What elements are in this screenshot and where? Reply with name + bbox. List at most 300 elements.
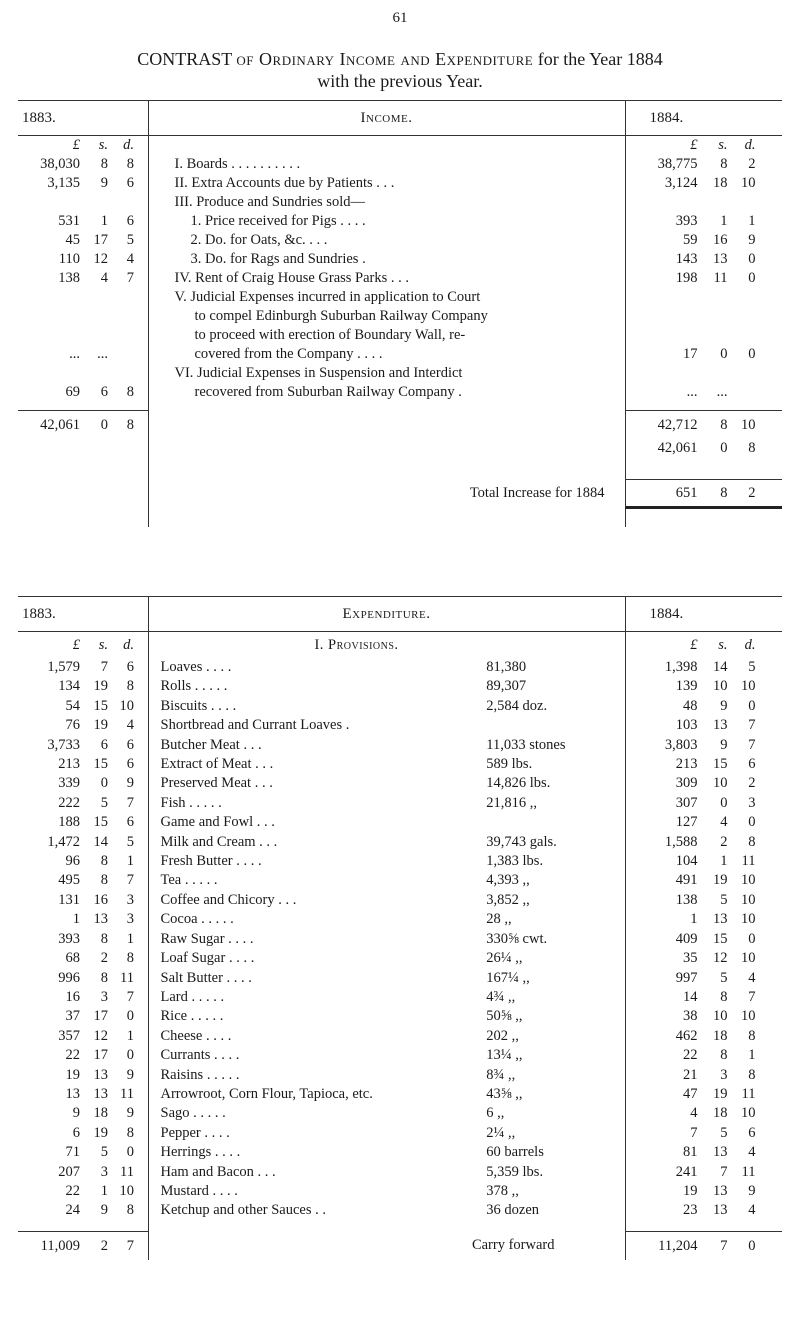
provision-item-name: Shortbread and Currant Loaves . xyxy=(160,717,350,734)
provision-row-24-1883-amount-s: 19 xyxy=(93,1124,108,1141)
income-row-vi-1 xyxy=(18,383,782,402)
provision-row-3-1884-amount-p: 103 xyxy=(675,717,698,734)
provision-row-27 xyxy=(18,1182,782,1201)
provision-item-name: Biscuits . . . . xyxy=(160,697,237,714)
provision-row-3 xyxy=(18,716,782,735)
provision-row-15-1884-amount-d: 10 xyxy=(741,950,756,967)
income-row-v-3-1884-amount xyxy=(626,345,783,364)
provision-row-27-1883-amount-d: 10 xyxy=(119,1182,134,1199)
provision-row-26-1883-amount-d: 11 xyxy=(120,1163,134,1180)
expenditure-heading: Expenditure. xyxy=(148,597,625,632)
provision-row-23 xyxy=(18,1104,782,1123)
provision-item-name: Currants . . . . xyxy=(160,1047,240,1064)
provision-row-24-1884-amount xyxy=(626,1124,783,1143)
provision-row-9-1884-amount-p: 1,588 xyxy=(664,833,698,850)
provision-row-25-1883-amount xyxy=(18,1143,148,1162)
provision-row-19 xyxy=(18,1027,782,1046)
provision-row-13 xyxy=(18,910,782,929)
provision-row-6-1884-amount-p: 309 xyxy=(675,775,698,792)
provision-row-7-1883 xyxy=(18,794,148,813)
income-previous-total-row-1884-amount-d: 8 xyxy=(748,440,756,456)
provision-row-12-1883-amount-s: 16 xyxy=(93,891,108,908)
income-row-0-1884-amount xyxy=(626,155,783,174)
provision-item-name: Rolls . . . . . xyxy=(160,678,228,695)
income-row-2 xyxy=(18,193,782,212)
income-row-5-1884-amount-d: 0 xyxy=(748,251,756,267)
provision-row-25-1884-amount-d: 4 xyxy=(748,1144,756,1161)
income-item-label: 2. Do. for Oats, &c. . . . xyxy=(190,232,328,248)
provision-row-24-1884-amount-d: 6 xyxy=(748,1124,756,1141)
provision-row-3-1883-amount xyxy=(18,716,148,735)
title-word-contrast: CONTRAST xyxy=(137,49,232,69)
provision-row-23-item-cell xyxy=(148,1104,625,1123)
income-row-1-1883-amount xyxy=(18,174,148,193)
income-spacer-1883 xyxy=(18,402,148,411)
provision-row-0 xyxy=(18,658,782,677)
provision-row-24-1884 xyxy=(625,1124,782,1143)
provision-row-27-1884 xyxy=(625,1182,782,1201)
provision-row-0-item-cell xyxy=(148,658,625,677)
income-row-4-1884-amount-p: 59 xyxy=(683,232,698,248)
provision-row-17-1884 xyxy=(625,988,782,1007)
provision-row-27-1883-amount xyxy=(18,1182,148,1201)
income-row-1-1883-amount-p: 3,135 xyxy=(47,175,80,191)
income-row-v-2-1884 xyxy=(625,326,782,345)
provision-row-23-1883-amount-d: 9 xyxy=(126,1105,134,1122)
provision-row-0-1883-amount-d: 6 xyxy=(126,659,134,675)
income-spacer xyxy=(18,402,782,411)
income-row-1-1884 xyxy=(625,174,782,193)
provision-row-8-1883-amount-p: 188 xyxy=(58,814,80,831)
income-row-4-1884-amount-s: 16 xyxy=(713,232,728,248)
income-previous-total-row-1884-amount xyxy=(626,439,783,458)
provision-item-quantity: 2¼ ,, xyxy=(486,1124,516,1141)
provision-row-3-1884-amount xyxy=(626,716,783,735)
provision-item-quantity: 3,852 ,, xyxy=(486,891,530,908)
provision-row-17 xyxy=(18,988,782,1007)
provision-row-9-1883 xyxy=(18,833,148,852)
provision-item-name: Preserved Meat . . . xyxy=(160,775,273,792)
provision-item-name: Mustard . . . . xyxy=(160,1182,238,1199)
income-row-6-1884 xyxy=(625,269,782,288)
income-total-row-1883-amount-p: 42,061 xyxy=(40,417,80,433)
carry-forward-row-1884-amount-s: 7 xyxy=(720,1237,728,1254)
income-row-vi-1-1883 xyxy=(18,383,148,402)
provision-row-8-item-cell xyxy=(148,813,625,832)
provision-row-5-1883-amount-s: 15 xyxy=(93,756,108,773)
provision-row-20-1883-amount-p: 22 xyxy=(65,1047,80,1064)
provision-row-18-item-cell xyxy=(148,1007,625,1026)
income-row-vi-1-1883-amount-s: 6 xyxy=(100,384,108,400)
provision-row-10-1883-amount xyxy=(18,852,148,871)
provision-row-14-item-cell xyxy=(148,930,625,949)
income-increase-row xyxy=(18,480,782,508)
provision-row-22-1883-amount-d: 11 xyxy=(120,1085,134,1102)
provision-item xyxy=(149,677,625,696)
provision-row-22-1883-amount-p: 13 xyxy=(65,1085,80,1102)
provision-row-20-1884-amount xyxy=(626,1046,783,1065)
income-row-6-1884-amount-s: 11 xyxy=(713,270,728,286)
income-row-vi-0-desc-cell xyxy=(148,364,625,383)
provision-row-9-1883-amount-s: 14 xyxy=(93,833,108,850)
provision-item-quantity: 13¼ ,, xyxy=(486,1047,523,1064)
income-currency-row-desc-cell xyxy=(148,136,625,156)
expenditure-currency-row-1884-amount-p: £ xyxy=(690,637,698,653)
income-row-6-1883-amount-p: 138 xyxy=(58,270,80,286)
provision-row-12-1883-amount-p: 131 xyxy=(58,891,80,908)
provision-row-5-1884 xyxy=(625,755,782,774)
income-item-label: 1. Price received for Pigs . . . . xyxy=(190,213,366,229)
income-row-0-1884 xyxy=(625,155,782,174)
provision-row-5-1883 xyxy=(18,755,148,774)
provision-row-7-item-cell xyxy=(148,794,625,813)
provision-item-name: Ketchup and other Sauces . . xyxy=(160,1202,326,1219)
income-row-3-1883-amount-s: 1 xyxy=(100,213,108,229)
provision-row-12-1884 xyxy=(625,891,782,910)
expenditure-currency-row-1883 xyxy=(18,632,148,659)
provision-item xyxy=(149,1163,625,1182)
income-row-vi-0 xyxy=(18,364,782,383)
income-total-row-1883-amount xyxy=(18,411,148,439)
provision-item-quantity: 89,307 xyxy=(486,678,527,695)
provision-item-name: Herrings . . . . xyxy=(160,1144,241,1161)
income-row-v-3-1883-amount xyxy=(18,345,148,364)
provision-item-name: Cheese . . . . xyxy=(160,1027,232,1044)
provision-row-3-1883 xyxy=(18,716,148,735)
income-item-label: III. Produce and Sundries sold— xyxy=(174,194,365,210)
provision-row-20-1884-amount-d: 1 xyxy=(748,1047,756,1064)
provision-row-18-1883 xyxy=(18,1007,148,1026)
provision-item-name: Milk and Cream . . . xyxy=(160,833,278,850)
provision-row-11 xyxy=(18,871,782,890)
income-row-5-1884-amount xyxy=(626,250,783,269)
provision-row-15-1884-amount-p: 35 xyxy=(683,950,698,967)
provision-item-quantity: 4,393 ,, xyxy=(486,872,530,889)
provision-item-quantity: 21,816 ,, xyxy=(486,794,538,811)
provision-row-4-1883-amount-p: 3,733 xyxy=(47,736,80,753)
income-row-5-1883-amount-d: 4 xyxy=(126,251,134,267)
provision-row-22-1883 xyxy=(18,1085,148,1104)
income-item-v-line: to compel Edinburgh Suburban Railway Company xyxy=(194,308,488,324)
carry-forward-row xyxy=(18,1231,782,1260)
provision-row-26-1883-amount xyxy=(18,1163,148,1182)
provision-row-0-1884-amount-s: 14 xyxy=(713,659,728,675)
income-row-1-1884-amount-d: 10 xyxy=(741,175,756,191)
income-row-v-3 xyxy=(18,345,782,364)
provision-row-1-1884-amount-s: 10 xyxy=(713,678,728,695)
provision-row-25-1884-amount-s: 13 xyxy=(713,1144,728,1161)
provision-row-27-item-cell xyxy=(148,1182,625,1201)
income-row-3-1883-amount xyxy=(18,212,148,231)
income-spacer-2 xyxy=(18,461,782,480)
provision-row-23-1884-amount-p: 4 xyxy=(690,1105,698,1122)
provision-row-6-item-cell xyxy=(148,774,625,793)
provision-row-5-item-cell xyxy=(148,755,625,774)
provision-row-7-1883-amount-p: 222 xyxy=(58,794,80,811)
provision-item-name: Tea . . . . . xyxy=(160,872,218,889)
provision-row-20 xyxy=(18,1046,782,1065)
provision-row-26-1884-amount-s: 7 xyxy=(720,1163,728,1180)
provision-row-22-1884 xyxy=(625,1085,782,1104)
provision-row-10-1884 xyxy=(625,852,782,871)
provision-item xyxy=(149,774,625,793)
provision-row-2-1884-amount-p: 48 xyxy=(683,697,698,714)
provision-row-22-1883-amount-s: 13 xyxy=(93,1085,108,1102)
provision-row-0-1884 xyxy=(625,658,782,677)
income-increase-row-desc-cell xyxy=(148,480,625,508)
provision-row-18-1884-amount-d: 10 xyxy=(741,1008,756,1025)
total-increase-label: Total Increase for 1884 xyxy=(469,484,605,501)
provision-row-0-1883 xyxy=(18,658,148,677)
income-row-v-1 xyxy=(18,307,782,326)
income-row-vi-1-1883-amount-d: 8 xyxy=(126,384,134,400)
income-row-4-1883-amount-s: 17 xyxy=(93,232,108,248)
provision-row-0-1883-amount-p: 1,579 xyxy=(47,659,80,675)
income-row-5-1883-amount xyxy=(18,250,148,269)
provision-row-28-item-cell xyxy=(148,1201,625,1220)
provision-item-quantity: 4¾ ,, xyxy=(486,988,516,1005)
provision-row-28-1884-amount-s: 13 xyxy=(713,1202,728,1219)
provision-row-6 xyxy=(18,774,782,793)
provision-item-quantity: 5,359 lbs. xyxy=(486,1163,544,1180)
provision-row-10-1884-amount-s: 1 xyxy=(720,853,728,870)
provision-row-10-1883-amount-p: 96 xyxy=(65,853,80,870)
provision-row-10 xyxy=(18,852,782,871)
expenditure-table xyxy=(18,596,782,1260)
provision-row-25-1883-amount-p: 71 xyxy=(65,1144,80,1161)
provision-row-15-1883-amount-p: 68 xyxy=(65,950,80,967)
provision-row-17-1883 xyxy=(18,988,148,1007)
provision-row-21-1883-amount-d: 9 xyxy=(126,1066,134,1083)
expenditure-spacer-item-cell xyxy=(148,1221,625,1232)
provision-row-10-1884-amount xyxy=(626,852,783,871)
provision-row-4-1883 xyxy=(18,736,148,755)
provision-item-quantity: 330⅝ cwt. xyxy=(486,930,548,947)
income-table xyxy=(18,100,782,527)
expenditure-currency-row-1884-amount-s: s. xyxy=(718,637,728,653)
income-row-1-1883-amount-s: 9 xyxy=(100,175,108,191)
provision-row-7-1884-amount xyxy=(626,794,783,813)
provision-row-7-1884-amount-d: 3 xyxy=(748,794,756,811)
provision-row-2-1884-amount-d: 0 xyxy=(748,697,756,714)
provision-row-20-1884 xyxy=(625,1046,782,1065)
provision-row-4-1884 xyxy=(625,736,782,755)
provision-row-12-item-cell xyxy=(148,891,625,910)
provision-row-17-1883-amount xyxy=(18,988,148,1007)
provision-row-19-1883-amount-p: 357 xyxy=(58,1027,80,1044)
provision-item-quantity: 378 ,, xyxy=(486,1182,519,1199)
carry-forward-row-1883-amount-p: 11,009 xyxy=(40,1237,80,1254)
income-row-1-1884-amount-p: 3,124 xyxy=(664,175,698,191)
income-total-row-1884 xyxy=(625,411,782,440)
provision-row-4-1884-amount-d: 7 xyxy=(748,736,756,753)
provision-row-18-1884 xyxy=(625,1007,782,1026)
provision-item-name: Raw Sugar . . . . xyxy=(160,930,254,947)
income-row-vi-1-1884-amount-d xyxy=(728,383,756,402)
provision-row-6-1884 xyxy=(625,774,782,793)
provision-row-20-1883-amount-s: 17 xyxy=(93,1047,108,1064)
provision-row-9-1883-amount-p: 1,472 xyxy=(47,833,80,850)
provision-row-8-1884-amount-d: 0 xyxy=(748,814,756,831)
provision-row-20-1884-amount-p: 22 xyxy=(683,1047,698,1064)
income-spacer-2-desc-cell xyxy=(148,461,625,480)
provision-row-16-1883-amount-p: 996 xyxy=(58,969,80,986)
provision-row-9-item-cell xyxy=(148,833,625,852)
provision-row-26-1883-amount-p: 207 xyxy=(58,1163,80,1180)
provision-row-6-1883-amount-s: 0 xyxy=(100,775,108,792)
provision-row-13-1883-amount-p: 1 xyxy=(72,911,80,928)
income-row-0-1883-amount-s: 8 xyxy=(100,156,108,172)
income-row-6-1884-amount-d: 0 xyxy=(748,270,756,286)
provision-row-5-1884-amount-p: 213 xyxy=(675,756,698,773)
provision-item-name: Cocoa . . . . . xyxy=(160,911,234,928)
provision-row-8-1884-amount-p: 127 xyxy=(675,814,698,831)
provision-item-name: Sago . . . . . xyxy=(160,1105,226,1122)
provision-row-8-1883-amount-s: 15 xyxy=(93,814,108,831)
income-spacer-2-1883 xyxy=(18,461,148,480)
provision-row-25-1884-amount-p: 81 xyxy=(683,1144,698,1161)
provision-row-2-1883 xyxy=(18,697,148,716)
provision-row-13-1883-amount xyxy=(18,910,148,929)
provision-row-25-1883 xyxy=(18,1143,148,1162)
income-body xyxy=(18,136,782,528)
income-previous-total-row xyxy=(18,439,782,461)
expenditure-currency-row-1884-amount-d: d. xyxy=(744,637,756,653)
provision-item-name: Fish . . . . . xyxy=(160,794,222,811)
income-row-vi-1-1883-amount xyxy=(18,383,148,402)
income-total-row-1884-amount-p: 42,712 xyxy=(657,417,698,433)
provision-row-19-1884-amount-s: 18 xyxy=(713,1027,728,1044)
provision-row-15-1884-amount-s: 12 xyxy=(713,950,728,967)
provision-row-8-1884 xyxy=(625,813,782,832)
income-previous-total-row-desc-cell xyxy=(148,439,625,461)
income-row-0 xyxy=(18,155,782,174)
provision-row-24-1883-amount xyxy=(18,1124,148,1143)
provision-item xyxy=(149,794,625,813)
provision-row-5-1883-amount-d: 6 xyxy=(126,756,134,773)
provision-item-name: Raisins . . . . . xyxy=(160,1066,240,1083)
income-row-1-1884-amount-s: 18 xyxy=(713,175,728,191)
income-previous-total-row-1884-amount-p: 42,061 xyxy=(657,440,698,456)
provision-row-15-1883-amount xyxy=(18,949,148,968)
income-row-3-1883 xyxy=(18,212,148,231)
expenditure-currency-row-item-cell xyxy=(148,632,625,659)
income-row-3-1884-amount-s: 1 xyxy=(720,213,728,229)
provision-row-27-1883 xyxy=(18,1182,148,1201)
provision-row-13-1883-amount-s: 13 xyxy=(93,911,108,928)
provision-row-7-1883-amount-s: 5 xyxy=(100,794,108,811)
income-row-v-3-1884-amount-s: 0 xyxy=(720,346,728,362)
document-title xyxy=(0,48,800,92)
provision-row-19-1884-amount-d: 8 xyxy=(748,1027,756,1044)
income-row-1-1884-amount xyxy=(626,174,783,193)
income-row-3-1884 xyxy=(625,212,782,231)
provision-row-4-1884-amount-p: 3,803 xyxy=(664,736,698,753)
provision-row-21 xyxy=(18,1066,782,1085)
title-subject: of Ordinary Income and Expenditure xyxy=(236,49,534,69)
provision-item xyxy=(149,697,625,716)
provision-row-7-1884-amount-p: 307 xyxy=(675,794,698,811)
provision-row-18-1884-amount-p: 38 xyxy=(683,1008,698,1025)
income-row-2-1883 xyxy=(18,193,148,212)
income-row-v-3-desc-cell xyxy=(148,345,625,364)
income-row-v-1-1884 xyxy=(625,307,782,326)
income-row-0-1884-amount-p: 38,775 xyxy=(657,156,698,172)
expenditure-currency-row-1883-amount-d: d. xyxy=(123,637,134,653)
provision-item-quantity: 26¼ ,, xyxy=(486,950,523,967)
provision-row-2-1884-amount xyxy=(626,697,783,716)
income-row-0-1883-amount xyxy=(18,155,148,174)
provision-item-name: Extract of Meat . . . xyxy=(160,756,274,773)
provision-row-4-1884-amount-s: 9 xyxy=(720,736,728,753)
income-row-v-3-1883 xyxy=(18,345,148,364)
provision-row-15-1883-amount-s: 2 xyxy=(100,950,108,967)
provision-row-11-1883 xyxy=(18,871,148,890)
income-row-4-1883-amount-d: 5 xyxy=(126,232,134,248)
income-row-1-desc-cell xyxy=(148,174,625,193)
income-row-6-1883-amount-d: 7 xyxy=(126,270,134,286)
provision-item xyxy=(149,871,625,890)
provision-row-22-1883-amount xyxy=(18,1085,148,1104)
income-row-0-desc-cell xyxy=(148,155,625,174)
provision-row-12-1884-amount-d: 10 xyxy=(741,891,756,908)
provision-row-5-1883-amount-p: 213 xyxy=(58,756,80,773)
income-row-3-1884-amount xyxy=(626,212,783,231)
provision-row-8-1883-amount-d: 6 xyxy=(126,814,134,831)
provision-item-name: Pepper . . . . xyxy=(160,1124,230,1141)
provision-row-4 xyxy=(18,736,782,755)
expenditure-currency-row-1883-amount-p: £ xyxy=(72,637,80,653)
provision-row-20-1883-amount-d: 0 xyxy=(126,1047,134,1064)
income-row-6-1883-amount xyxy=(18,269,148,288)
provision-row-19-1884 xyxy=(625,1027,782,1046)
provision-row-2-1883-amount-p: 54 xyxy=(65,697,80,714)
income-increase-row-1884-amount-s: 8 xyxy=(720,485,728,501)
income-row-vi-0-1884 xyxy=(625,364,782,383)
provision-row-4-1883-amount-s: 6 xyxy=(100,736,108,753)
expenditure-year-1884: 1884. xyxy=(625,597,782,632)
provision-item xyxy=(149,833,625,852)
provision-item-name: Rice . . . . . xyxy=(160,1008,224,1025)
provision-row-23-1884 xyxy=(625,1104,782,1123)
provisions-section-heading: I. Provisions. xyxy=(314,637,399,653)
income-previous-total-row-1884-amount-s: 0 xyxy=(720,440,728,456)
income-row-4-1883-amount xyxy=(18,231,148,250)
provision-row-0-1883-amount xyxy=(18,658,148,677)
income-tail-1884 xyxy=(625,508,782,528)
provision-row-17-1883-amount-d: 7 xyxy=(126,988,134,1005)
provision-row-15-1884-amount xyxy=(626,949,783,968)
expenditure-currency-row-1884 xyxy=(625,632,782,659)
provision-row-0-1884-amount-d: 5 xyxy=(748,659,756,675)
income-item-label: IV. Rent of Craig House Grass Parks . . . xyxy=(174,270,410,286)
provision-row-26-1884-amount-d: 11 xyxy=(741,1163,756,1180)
provision-item-quantity: 6 ,, xyxy=(486,1105,505,1122)
provision-row-10-item-cell xyxy=(148,852,625,871)
provision-row-16 xyxy=(18,969,782,988)
provision-row-28-1883 xyxy=(18,1201,148,1220)
provision-item xyxy=(149,891,625,910)
income-heading: Income. xyxy=(148,101,625,136)
provision-row-11-1884-amount-p: 491 xyxy=(675,872,698,889)
income-currency-row-1884-amount-d: d. xyxy=(744,137,756,153)
provision-row-23-1884-amount-d: 10 xyxy=(741,1105,756,1122)
provision-item-quantity: 43⅝ ,, xyxy=(486,1085,523,1102)
provision-row-2-1884 xyxy=(625,697,782,716)
income-row-v-0-1884 xyxy=(625,288,782,307)
provision-row-27-1883-amount-p: 22 xyxy=(65,1182,80,1199)
income-row-6-1883 xyxy=(18,269,148,288)
